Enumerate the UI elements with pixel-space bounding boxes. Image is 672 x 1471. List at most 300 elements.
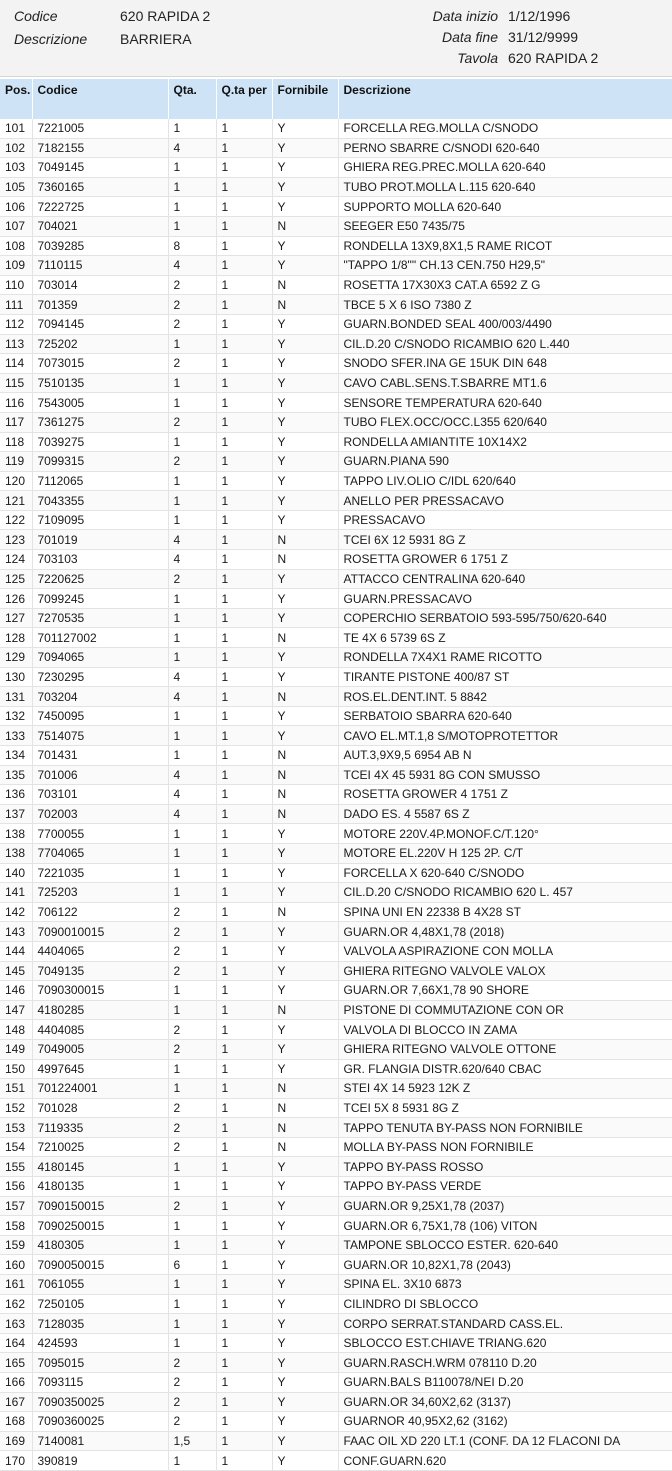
cell-codice: 703014 (32, 275, 168, 295)
cell-qta-per: 1 (216, 804, 272, 824)
cell-pos: 128 (0, 628, 32, 648)
cell-fornibile: Y (272, 1020, 338, 1040)
cell-fornibile: Y (272, 648, 338, 668)
cell-fornibile: N (272, 746, 338, 766)
table-row[interactable] (0, 550, 672, 570)
cell-qta: 4 (168, 687, 216, 707)
cell-descrizione: STEI 4X 14 5923 12K Z (338, 1079, 672, 1099)
cell-fornibile: Y (272, 843, 338, 863)
cell-descrizione: SENSORE TEMPERATURA 620-640 (338, 393, 672, 413)
cell-qta-per: 1 (216, 1275, 272, 1295)
table-row[interactable] (0, 119, 672, 138)
cell-qta-per: 1 (216, 471, 272, 491)
table-row[interactable] (0, 1431, 672, 1451)
cell-descrizione: GHIERA RITEGNO VALVOLE VALOX (338, 961, 672, 981)
table-row[interactable] (0, 1451, 672, 1471)
cell-qta: 2 (168, 941, 216, 961)
cell-descrizione: TIRANTE PISTONE 400/87 ST (338, 667, 672, 687)
table-row[interactable] (0, 1314, 672, 1334)
cell-qta-per: 1 (216, 961, 272, 981)
table-row[interactable] (0, 785, 672, 805)
table-row[interactable] (0, 1098, 672, 1118)
table-row[interactable] (0, 1392, 672, 1412)
cell-qta: 1 (168, 746, 216, 766)
cell-qta-per: 1 (216, 1373, 272, 1393)
cell-qta: 2 (168, 1098, 216, 1118)
cell-fornibile: Y (272, 197, 338, 217)
table-row[interactable] (0, 726, 672, 746)
cell-fornibile: Y (272, 1196, 338, 1216)
table-row[interactable] (0, 1373, 672, 1393)
cell-descrizione: RONDELLA AMIANTITE 10X14X2 (338, 432, 672, 452)
cell-pos: 122 (0, 510, 32, 530)
cell-qta: 1 (168, 158, 216, 178)
cell-fornibile: Y (272, 1431, 338, 1451)
cell-descrizione: TAPPO LIV.OLIO C/IDL 620/640 (338, 471, 672, 491)
cell-descrizione: VALVOLA ASPIRAZIONE CON MOLLA (338, 941, 672, 961)
cell-pos: 106 (0, 197, 32, 217)
cell-fornibile: Y (272, 471, 338, 491)
table-row[interactable] (0, 452, 672, 472)
table-row[interactable] (0, 236, 672, 256)
descrizione-value: BARRIERA (120, 31, 192, 47)
cell-descrizione: SEEGER E50 7435/75 (338, 216, 672, 236)
cell-codice: 390819 (32, 1451, 168, 1471)
cell-qta: 1 (168, 1333, 216, 1353)
cell-fornibile: Y (272, 1412, 338, 1432)
cell-qta: 1 (168, 1177, 216, 1197)
cell-qta: 1 (168, 706, 216, 726)
cell-codice: 7099245 (32, 589, 168, 609)
table-row[interactable] (0, 1412, 672, 1432)
table-row[interactable] (0, 863, 672, 883)
cell-descrizione: MOTORE 220V.4P.MONOF.C/T.120° (338, 824, 672, 844)
cell-qta-per: 1 (216, 1353, 272, 1373)
table-row[interactable] (0, 314, 672, 334)
cell-qta-per: 1 (216, 765, 272, 785)
table-row[interactable] (0, 804, 672, 824)
cell-qta-per: 1 (216, 1039, 272, 1059)
cell-descrizione: TCEI 5X 8 5931 8G Z (338, 1098, 672, 1118)
cell-qta: 1 (168, 1079, 216, 1099)
cell-codice: 703101 (32, 785, 168, 805)
cell-fornibile: Y (272, 373, 338, 393)
table-row[interactable] (0, 1177, 672, 1197)
cell-descrizione: GUARN.BONDED SEAL 400/003/4490 (338, 314, 672, 334)
cell-qta-per: 1 (216, 902, 272, 922)
table-row[interactable] (0, 628, 672, 648)
cell-pos: 103 (0, 158, 32, 178)
cell-fornibile: N (272, 216, 338, 236)
table-row[interactable] (0, 138, 672, 158)
cell-codice: 7090050015 (32, 1255, 168, 1275)
table-row[interactable] (0, 197, 672, 217)
table-row[interactable] (0, 843, 672, 863)
table-row[interactable] (0, 941, 672, 961)
cell-codice: 7360165 (32, 177, 168, 197)
cell-codice: 7049135 (32, 961, 168, 981)
table-row[interactable] (0, 1020, 672, 1040)
cell-pos: 150 (0, 1059, 32, 1079)
cell-pos: 167 (0, 1392, 32, 1412)
cell-pos: 155 (0, 1157, 32, 1177)
cell-fornibile: Y (272, 824, 338, 844)
cell-pos: 115 (0, 373, 32, 393)
cell-descrizione: TUBO PROT.MOLLA L.115 620-640 (338, 177, 672, 197)
cell-qta: 4 (168, 530, 216, 550)
cell-qta: 2 (168, 452, 216, 472)
cell-qta-per: 1 (216, 1177, 272, 1197)
cell-pos: 141 (0, 883, 32, 903)
cell-qta-per: 1 (216, 256, 272, 276)
cell-qta-per: 1 (216, 295, 272, 315)
cell-codice: 725203 (32, 883, 168, 903)
cell-pos: 149 (0, 1039, 32, 1059)
cell-descrizione: SBLOCCO EST.CHIAVE TRIANG.620 (338, 1333, 672, 1353)
table-row[interactable] (0, 1235, 672, 1255)
cell-descrizione: GUARN.PRESSACAVO (338, 589, 672, 609)
cell-qta: 4 (168, 256, 216, 276)
cell-qta: 2 (168, 902, 216, 922)
cell-pos: 129 (0, 648, 32, 668)
cell-fornibile: Y (272, 1157, 338, 1177)
cell-codice: 7182155 (32, 138, 168, 158)
cell-codice: 7250105 (32, 1294, 168, 1314)
cell-fornibile: Y (272, 236, 338, 256)
table-row[interactable] (0, 334, 672, 354)
cell-pos: 135 (0, 765, 32, 785)
cell-pos: 168 (0, 1412, 32, 1432)
cell-qta-per: 1 (216, 197, 272, 217)
cell-qta: 2 (168, 922, 216, 942)
table-row[interactable] (0, 354, 672, 374)
cell-pos: 162 (0, 1294, 32, 1314)
cell-fornibile: Y (272, 1039, 338, 1059)
cell-descrizione: SPINA EL. 3X10 6873 (338, 1275, 672, 1295)
cell-pos: 120 (0, 471, 32, 491)
table-row[interactable] (0, 295, 672, 315)
cell-descrizione: ROSETTA GROWER 6 1751 Z (338, 550, 672, 570)
column-header-codice[interactable]: Codice (32, 79, 168, 119)
table-row[interactable] (0, 824, 672, 844)
cell-qta-per: 1 (216, 177, 272, 197)
cell-codice: 7090250015 (32, 1216, 168, 1236)
cell-qta: 1 (168, 1314, 216, 1334)
data-fine-value: 31/12/9999 (508, 29, 579, 45)
column-header-descrizione[interactable]: Descrizione (338, 79, 672, 119)
cell-pos: 147 (0, 1000, 32, 1020)
table-row[interactable] (0, 1137, 672, 1157)
cell-fornibile: Y (272, 256, 338, 276)
table-row[interactable] (0, 412, 672, 432)
cell-qta-per: 1 (216, 863, 272, 883)
cell-fornibile: Y (272, 941, 338, 961)
table-row[interactable] (0, 981, 672, 1001)
table-row[interactable] (0, 648, 672, 668)
table-row[interactable] (0, 177, 672, 197)
cell-qta-per: 1 (216, 158, 272, 178)
table-row[interactable] (0, 275, 672, 295)
table-row[interactable] (0, 706, 672, 726)
cell-fornibile: Y (272, 1235, 338, 1255)
cell-codice: 7093115 (32, 1373, 168, 1393)
cell-qta: 2 (168, 1039, 216, 1059)
cell-qta-per: 1 (216, 883, 272, 903)
cell-codice: 7073015 (32, 354, 168, 374)
cell-qta-per: 1 (216, 354, 272, 374)
cell-descrizione: CIL.D.20 C/SNODO RICAMBIO 620 L.440 (338, 334, 672, 354)
cell-codice: 7361275 (32, 412, 168, 432)
cell-qta: 1 (168, 1059, 216, 1079)
table-row[interactable] (0, 1196, 672, 1216)
cell-descrizione: CORPO SERRAT.STANDARD CASS.EL. (338, 1314, 672, 1334)
table-row[interactable] (0, 158, 672, 178)
cell-pos: 118 (0, 432, 32, 452)
cell-codice: 7450095 (32, 706, 168, 726)
cell-qta: 2 (168, 1118, 216, 1138)
cell-codice: 4997645 (32, 1059, 168, 1079)
cell-fornibile: N (272, 275, 338, 295)
cell-descrizione: "TAPPO 1/8"" CH.13 CEN.750 H29,5" (338, 256, 672, 276)
cell-qta-per: 1 (216, 452, 272, 472)
cell-qta: 1 (168, 628, 216, 648)
cell-fornibile: Y (272, 981, 338, 1001)
cell-codice: 7700055 (32, 824, 168, 844)
table-row[interactable] (0, 1333, 672, 1353)
cell-codice: 7090300015 (32, 981, 168, 1001)
data-inizio-value: 1/12/1996 (508, 8, 571, 24)
table-row[interactable] (0, 1079, 672, 1099)
cell-codice: 701006 (32, 765, 168, 785)
cell-qta-per: 1 (216, 628, 272, 648)
cell-pos: 153 (0, 1118, 32, 1138)
cell-qta: 4 (168, 785, 216, 805)
cell-codice: 7210025 (32, 1137, 168, 1157)
table-row[interactable] (0, 216, 672, 236)
cell-qta: 2 (168, 275, 216, 295)
table-row[interactable] (0, 1000, 672, 1020)
cell-codice: 701359 (32, 295, 168, 315)
cell-qta-per: 1 (216, 1451, 272, 1471)
cell-codice: 424593 (32, 1333, 168, 1353)
table-row[interactable] (0, 1255, 672, 1275)
cell-codice: 7510135 (32, 373, 168, 393)
cell-qta-per: 1 (216, 667, 272, 687)
cell-fornibile: Y (272, 354, 338, 374)
column-header-fornibile[interactable]: Fornibile (272, 79, 338, 119)
table-row[interactable] (0, 961, 672, 981)
table-row[interactable] (0, 1059, 672, 1079)
cell-pos: 133 (0, 726, 32, 746)
column-header-qta[interactable]: Qta. (168, 79, 216, 119)
cell-descrizione: SERBATOIO SBARRA 620-640 (338, 706, 672, 726)
table-row[interactable] (0, 471, 672, 491)
cell-codice: 7112065 (32, 471, 168, 491)
table-row[interactable] (0, 530, 672, 550)
table-row[interactable] (0, 589, 672, 609)
cell-qta-per: 1 (216, 1216, 272, 1236)
cell-qta-per: 1 (216, 1098, 272, 1118)
cell-pos: 142 (0, 902, 32, 922)
table-row[interactable] (0, 667, 672, 687)
cell-qta: 1 (168, 824, 216, 844)
table-row[interactable] (0, 510, 672, 530)
cell-descrizione: DADO ES. 4 5587 6S Z (338, 804, 672, 824)
table-row[interactable] (0, 1275, 672, 1295)
cell-codice: 701224001 (32, 1079, 168, 1099)
cell-descrizione: COPERCHIO SERBATOIO 593-595/750/620-640 (338, 608, 672, 628)
cell-pos: 161 (0, 1275, 32, 1295)
cell-descrizione: TUBO FLEX.OCC/OCC.L355 620/640 (338, 412, 672, 432)
cell-qta-per: 1 (216, 648, 272, 668)
cell-qta: 1 (168, 1157, 216, 1177)
cell-fornibile: Y (272, 1451, 338, 1471)
cell-qta-per: 1 (216, 1294, 272, 1314)
table-row[interactable] (0, 1157, 672, 1177)
cell-pos: 116 (0, 393, 32, 413)
cell-pos: 105 (0, 177, 32, 197)
cell-codice: 7039285 (32, 236, 168, 256)
table-row[interactable] (0, 1118, 672, 1138)
cell-qta-per: 1 (216, 687, 272, 707)
cell-descrizione: MOLLA BY-PASS NON FORNIBILE (338, 1137, 672, 1157)
cell-qta-per: 1 (216, 1392, 272, 1412)
cell-qta: 1 (168, 726, 216, 746)
cell-qta-per: 1 (216, 216, 272, 236)
cell-codice: 4180285 (32, 1000, 168, 1020)
cell-pos: 164 (0, 1333, 32, 1353)
cell-codice: 7140081 (32, 1431, 168, 1451)
column-header-qta-per[interactable]: Q.ta per (216, 79, 272, 119)
cell-fornibile: Y (272, 138, 338, 158)
table-row[interactable] (0, 1039, 672, 1059)
cell-qta: 1 (168, 981, 216, 1001)
cell-descrizione: FORCELLA X 620-640 C/SNODO (338, 863, 672, 883)
cell-qta: 2 (168, 354, 216, 374)
cell-pos: 126 (0, 589, 32, 609)
cell-descrizione: CILINDRO DI SBLOCCO (338, 1294, 672, 1314)
cell-pos: 151 (0, 1079, 32, 1099)
cell-fornibile: Y (272, 158, 338, 178)
cell-qta-per: 1 (216, 1157, 272, 1177)
cell-descrizione: ATTACCO CENTRALINA 620-640 (338, 569, 672, 589)
cell-codice: 7099315 (32, 452, 168, 472)
cell-qta-per: 1 (216, 1333, 272, 1353)
cell-descrizione: GUARN.OR 6,75X1,78 (106) VITON (338, 1216, 672, 1236)
cell-qta-per: 1 (216, 608, 272, 628)
table-row[interactable] (0, 746, 672, 766)
table-row[interactable] (0, 765, 672, 785)
cell-fornibile: N (272, 785, 338, 805)
cell-pos: 119 (0, 452, 32, 472)
cell-pos: 121 (0, 491, 32, 511)
cell-qta-per: 1 (216, 236, 272, 256)
table-row[interactable] (0, 883, 672, 903)
cell-pos: 114 (0, 354, 32, 374)
cell-qta: 2 (168, 412, 216, 432)
table-row[interactable] (0, 687, 672, 707)
cell-descrizione: ROS.EL.DENT.INT. 5 8842 (338, 687, 672, 707)
cell-descrizione: FORCELLA REG.MOLLA C/SNODO (338, 119, 672, 138)
cell-fornibile: Y (272, 119, 338, 138)
table-row[interactable] (0, 1216, 672, 1236)
table-row[interactable] (0, 569, 672, 589)
table-row[interactable] (0, 393, 672, 413)
cell-codice: 725202 (32, 334, 168, 354)
cell-pos: 125 (0, 569, 32, 589)
parts-table (0, 79, 672, 1471)
cell-qta-per: 1 (216, 1137, 272, 1157)
cell-fornibile: Y (272, 589, 338, 609)
table-row[interactable] (0, 902, 672, 922)
cell-pos: 101 (0, 119, 32, 138)
cell-descrizione: PISTONE DI COMMUTAZIONE CON OR (338, 1000, 672, 1020)
cell-pos: 166 (0, 1373, 32, 1393)
cell-pos: 132 (0, 706, 32, 726)
cell-qta: 1 (168, 334, 216, 354)
table-row[interactable] (0, 432, 672, 452)
cell-descrizione: TBCE 5 X 6 ISO 7380 Z (338, 295, 672, 315)
cell-pos: 159 (0, 1235, 32, 1255)
cell-pos: 158 (0, 1216, 32, 1236)
cell-pos: 124 (0, 550, 32, 570)
table-row[interactable] (0, 491, 672, 511)
cell-qta: 1 (168, 608, 216, 628)
cell-codice: 706122 (32, 902, 168, 922)
cell-qta-per: 1 (216, 785, 272, 805)
tavola-value: 620 RAPIDA 2 (508, 50, 599, 66)
cell-pos: 144 (0, 941, 32, 961)
cell-pos: 138 (0, 824, 32, 844)
table-row[interactable] (0, 608, 672, 628)
cell-descrizione: ROSETTA GROWER 4 1751 Z (338, 785, 672, 805)
cell-fornibile: Y (272, 1333, 338, 1353)
cell-pos: 146 (0, 981, 32, 1001)
cell-descrizione: GUARNOR 40,95X2,62 (3162) (338, 1412, 672, 1432)
table-header-row (0, 79, 672, 119)
table-row[interactable] (0, 256, 672, 276)
cell-fornibile: Y (272, 863, 338, 883)
cell-descrizione: SUPPORTO MOLLA 620-640 (338, 197, 672, 217)
cell-qta-per: 1 (216, 1431, 272, 1451)
cell-codice: 7090350025 (32, 1392, 168, 1412)
table-row[interactable] (0, 1294, 672, 1314)
cell-descrizione: FAAC OIL XD 220 LT.1 (CONF. DA 12 FLACONI DA (338, 1431, 672, 1451)
cell-fornibile: Y (272, 608, 338, 628)
table-row[interactable] (0, 922, 672, 942)
cell-fornibile: Y (272, 393, 338, 413)
cell-codice: 4180145 (32, 1157, 168, 1177)
cell-qta: 1 (168, 432, 216, 452)
cell-fornibile: Y (272, 1216, 338, 1236)
cell-fornibile: Y (272, 334, 338, 354)
cell-qta-per: 1 (216, 922, 272, 942)
cell-qta-per: 1 (216, 569, 272, 589)
cell-fornibile: Y (272, 1255, 338, 1275)
cell-pos: 145 (0, 961, 32, 981)
cell-descrizione: TAMPONE SBLOCCO ESTER. 620-640 (338, 1235, 672, 1255)
cell-qta-per: 1 (216, 491, 272, 511)
cell-qta: 2 (168, 314, 216, 334)
table-row[interactable] (0, 373, 672, 393)
cell-pos: 131 (0, 687, 32, 707)
cell-qta-per: 1 (216, 824, 272, 844)
cell-qta-per: 1 (216, 843, 272, 863)
table-row[interactable] (0, 1353, 672, 1373)
column-header-pos[interactable]: Pos. (0, 79, 32, 119)
cell-codice: 7090010015 (32, 922, 168, 942)
cell-fornibile: Y (272, 1275, 338, 1295)
